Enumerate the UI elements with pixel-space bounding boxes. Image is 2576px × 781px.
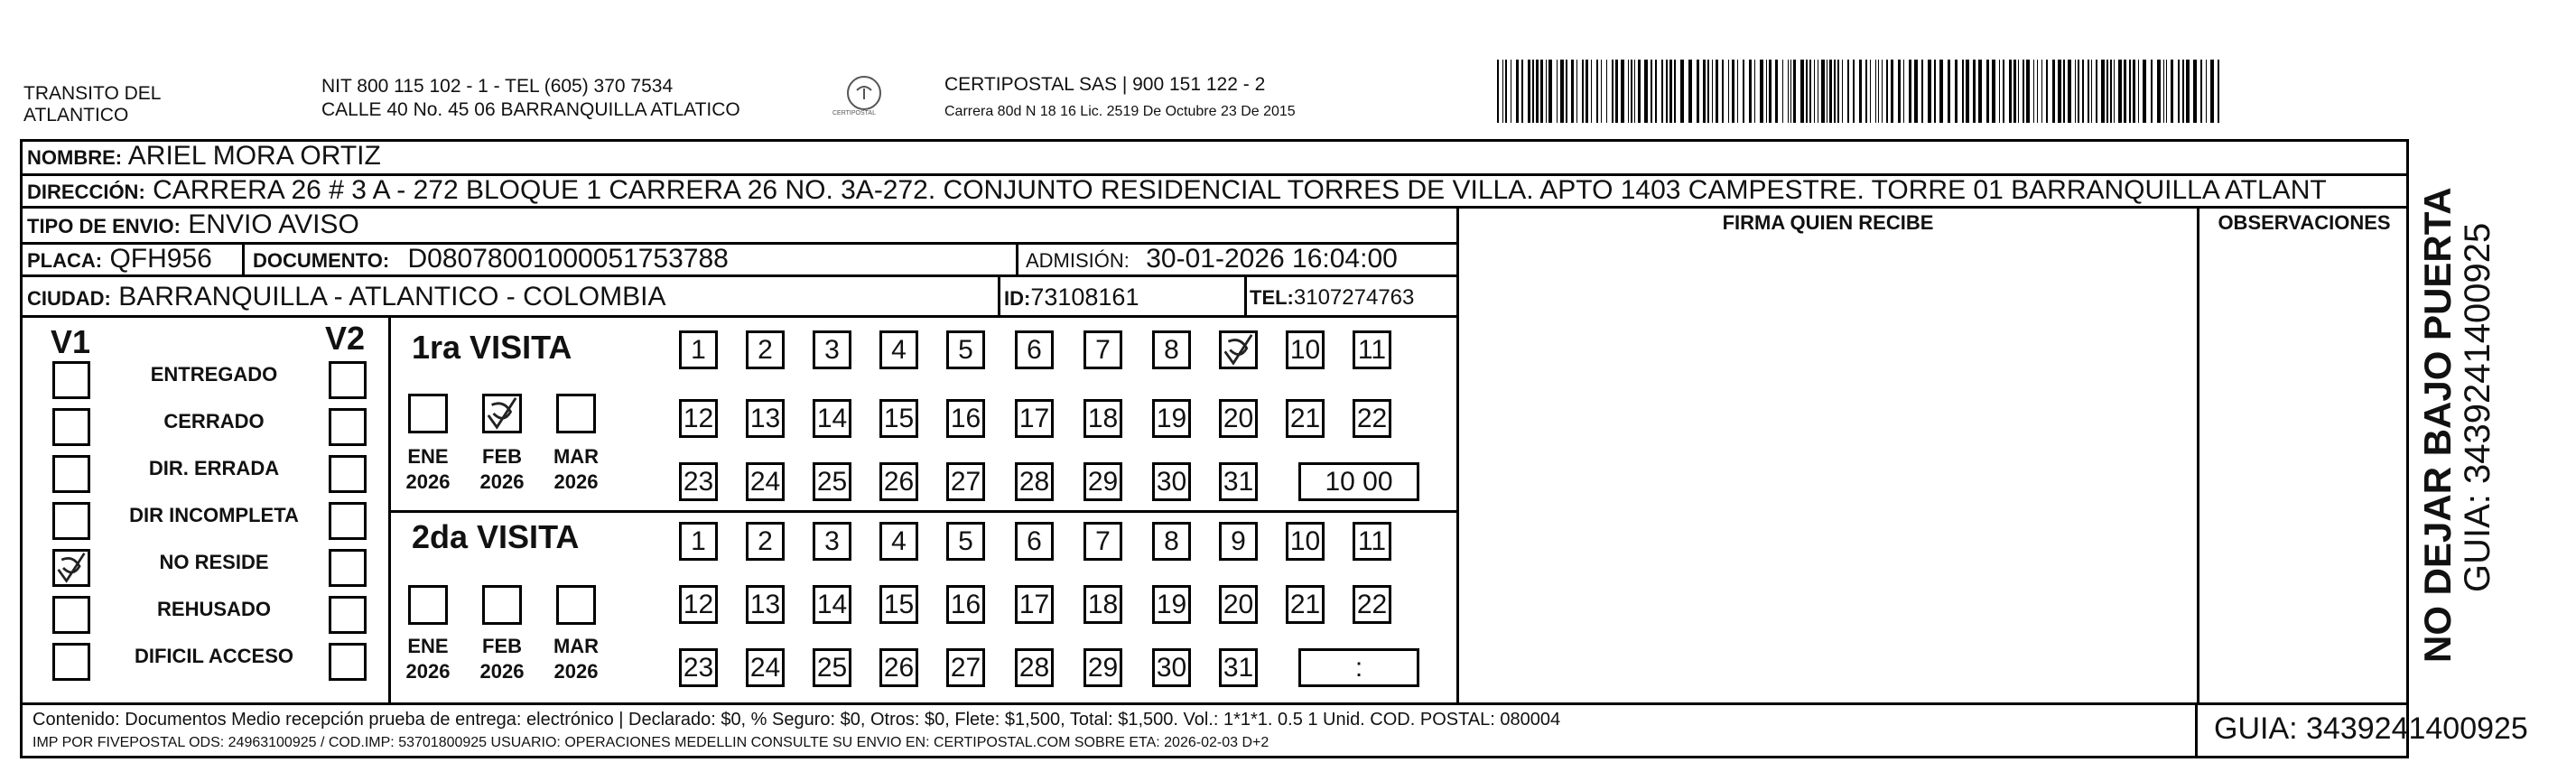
barcode-bar bbox=[1769, 60, 1772, 123]
first-day-29[interactable]: 29 bbox=[1083, 462, 1122, 501]
first-day-18[interactable]: 18 bbox=[1083, 399, 1122, 438]
barcode-bar bbox=[1532, 60, 1534, 123]
direccion-value: CARRERA 26 # 3 A - 272 BLOQUE 1 CARRERA 26 NO. 3A-272. CONJUNTO RESIDENCIAL TORRES DE VILLA. APTO 1403 CAMPESTRE. TORRE 01 BARRANQUILLA ATLANT bbox=[153, 175, 2327, 205]
second-day-3[interactable]: 3 bbox=[813, 522, 851, 561]
v1-checkbox-no-reside[interactable] bbox=[52, 549, 90, 587]
barcode-bar bbox=[2178, 60, 2180, 123]
first-day-11[interactable]: 11 bbox=[1353, 330, 1391, 369]
barcode-bar bbox=[2129, 60, 2131, 123]
barcode-bar bbox=[1853, 60, 1855, 123]
barcode-bar bbox=[2023, 60, 2024, 123]
barcode-bar bbox=[1886, 60, 1888, 123]
second-month-ene-year: 2026 bbox=[405, 660, 451, 683]
v1-checkbox-dificil-acceso[interactable] bbox=[52, 643, 90, 681]
barcode-bar bbox=[1999, 60, 2000, 123]
documento-value: D08078001000051753788 bbox=[407, 244, 729, 274]
status-label-dir-errada: DIR. ERRADA bbox=[148, 457, 280, 479]
ciudad-value: BARRANQUILLA - ATLANTICO - COLOMBIA bbox=[118, 282, 666, 311]
second-day-2[interactable]: 2 bbox=[746, 522, 785, 561]
barcode-bar bbox=[1903, 60, 1904, 123]
second-day-9[interactable]: 9 bbox=[1219, 522, 1258, 561]
first-day-14[interactable]: 14 bbox=[813, 399, 851, 438]
documento-row bbox=[253, 244, 729, 276]
barcode-bar bbox=[1612, 60, 1613, 123]
barcode-bar bbox=[1528, 60, 1530, 123]
barcode-bar bbox=[1955, 60, 1958, 123]
barcode-bar bbox=[1548, 60, 1552, 123]
first-day-4[interactable]: 4 bbox=[879, 330, 918, 369]
v1-checkbox-rehusado[interactable] bbox=[52, 596, 90, 634]
barcode-bar bbox=[1760, 60, 1763, 123]
v1-label: V1 bbox=[51, 323, 91, 360]
barcode-bar bbox=[1928, 60, 1931, 123]
first-day-24[interactable]: 24 bbox=[746, 462, 785, 501]
documento-label: DOCUMENTO: bbox=[253, 249, 390, 272]
barcode-bar bbox=[1655, 60, 1657, 123]
v2-checkbox-dificil-acceso[interactable] bbox=[329, 643, 367, 681]
barcode-bar bbox=[1732, 60, 1734, 123]
second-day-24[interactable]: 24 bbox=[746, 648, 785, 687]
barcode-bar bbox=[1749, 60, 1752, 123]
first-month-ene-label: ENE bbox=[407, 445, 449, 468]
barcode-bar bbox=[2063, 60, 2065, 123]
first-day-30[interactable]: 30 bbox=[1152, 462, 1191, 501]
barcode-bar bbox=[2026, 60, 2030, 123]
barcode-bar bbox=[1722, 60, 1724, 123]
barcode-bar bbox=[1566, 60, 1567, 123]
tipo-row bbox=[27, 209, 359, 242]
v1-checkbox-dir-errada[interactable] bbox=[52, 455, 90, 493]
first-day-28[interactable]: 28 bbox=[1015, 462, 1054, 501]
barcode-bar bbox=[1934, 60, 1936, 123]
barcode-bar bbox=[1882, 60, 1883, 123]
admision-row bbox=[1026, 244, 1398, 276]
barcode-bar bbox=[2171, 60, 2173, 123]
barcode-bar bbox=[1986, 60, 1989, 123]
barcode-bar bbox=[1973, 60, 1976, 123]
barcode-bar bbox=[1821, 60, 1825, 123]
first-day-23[interactable]: 23 bbox=[679, 462, 718, 501]
ciudad-label: CIUDAD: bbox=[27, 287, 111, 310]
barcode-bar bbox=[1502, 60, 1503, 123]
first-day-3[interactable]: 3 bbox=[813, 330, 851, 369]
second-day-12[interactable]: 12 bbox=[679, 585, 718, 624]
barcode-bar bbox=[1800, 60, 1804, 123]
barcode-bar bbox=[1557, 60, 1558, 123]
barcode-bar bbox=[1891, 60, 1893, 123]
barcode-bar bbox=[1697, 60, 1699, 123]
barcode-bar bbox=[1596, 60, 1598, 123]
second-month-feb-label: FEB bbox=[482, 635, 522, 657]
firma-header: FIRMA QUIEN RECIBE bbox=[1722, 211, 1934, 234]
status-label-cerrado: CERRADO bbox=[163, 410, 265, 432]
admision-label: ADMISIÓN: bbox=[1026, 249, 1130, 272]
nombre-value: ARIEL MORA ORTIZ bbox=[127, 141, 381, 171]
first-day-26[interactable]: 26 bbox=[879, 462, 918, 501]
barcode-bar bbox=[1621, 60, 1624, 123]
barcode-bar bbox=[1766, 60, 1767, 123]
second-day-1[interactable]: 1 bbox=[679, 522, 718, 561]
status-label-dir-incompleta: DIR INCOMPLETA bbox=[129, 504, 299, 526]
v1-checkbox-entregado[interactable] bbox=[52, 361, 90, 399]
admision-value: 30-01-2026 16:04:00 bbox=[1146, 244, 1398, 274]
second-day-27[interactable]: 27 bbox=[946, 648, 985, 687]
first-day-10[interactable]: 10 bbox=[1286, 330, 1325, 369]
first-day-12[interactable]: 12 bbox=[679, 399, 718, 438]
second-visit-title: 2da VISITA bbox=[412, 518, 580, 555]
barcode-bar bbox=[2009, 60, 2012, 123]
second-day-31[interactable]: 31 bbox=[1219, 648, 1258, 687]
first-day-21[interactable]: 21 bbox=[1286, 399, 1325, 438]
barcode-bar bbox=[1837, 60, 1839, 123]
barcode-bar bbox=[2046, 60, 2048, 123]
barcode-bar bbox=[1661, 60, 1663, 123]
first-day-5[interactable]: 5 bbox=[946, 330, 985, 369]
second-day-26[interactable]: 26 bbox=[879, 648, 918, 687]
barcode-bar bbox=[2151, 60, 2153, 123]
second-day-7[interactable]: 7 bbox=[1083, 522, 1122, 561]
barcode-bar bbox=[2096, 60, 2097, 123]
barcode-bar bbox=[1992, 60, 1995, 123]
barcode-bar bbox=[2206, 60, 2207, 123]
barcode-bar bbox=[1939, 60, 1943, 123]
barcode-bar bbox=[1809, 60, 1811, 123]
barcode-bar bbox=[1516, 60, 1519, 123]
barcode-bar bbox=[2110, 60, 2112, 123]
second-day-15[interactable]: 15 bbox=[879, 585, 918, 624]
second-day-14[interactable]: 14 bbox=[813, 585, 851, 624]
footer-guia: GUIA: 3439241400925 bbox=[2214, 711, 2528, 746]
second-day-25[interactable]: 25 bbox=[813, 648, 851, 687]
first-day-13[interactable]: 13 bbox=[746, 399, 785, 438]
check-mark-icon bbox=[485, 396, 519, 431]
first-day-15[interactable]: 15 bbox=[879, 399, 918, 438]
barcode-bar bbox=[1638, 60, 1641, 123]
placa-value: QFH956 bbox=[109, 244, 212, 274]
barcode-bar bbox=[1634, 60, 1635, 123]
side-guia: GUIA: 3439241400925 bbox=[2458, 222, 2497, 592]
first-day-20[interactable]: 20 bbox=[1219, 399, 1258, 438]
side-warning: NO DEJAR BAJO PUERTA bbox=[2416, 187, 2459, 663]
barcode-bar bbox=[1571, 60, 1574, 123]
barcode-bar bbox=[2186, 60, 2190, 123]
second-day-4[interactable]: 4 bbox=[879, 522, 918, 561]
barcode-bar bbox=[2143, 60, 2146, 123]
barcode-bar bbox=[1707, 60, 1709, 123]
first-day-31[interactable]: 31 bbox=[1219, 462, 1258, 501]
barcode-bar bbox=[1814, 60, 1815, 123]
second-day-17[interactable]: 17 bbox=[1015, 585, 1054, 624]
barcode-bar bbox=[1865, 60, 1867, 123]
barcode-bar bbox=[2157, 60, 2161, 123]
barcode-bar bbox=[2078, 60, 2079, 123]
barcode bbox=[1497, 60, 2225, 123]
barcode-bar bbox=[1909, 60, 1911, 123]
barcode-bar bbox=[1716, 60, 1718, 123]
barcode-bar bbox=[2003, 60, 2004, 123]
barcode-bar bbox=[1628, 60, 1629, 123]
second-day-18[interactable]: 18 bbox=[1083, 585, 1122, 624]
barcode-bar bbox=[1591, 60, 1592, 123]
barcode-bar bbox=[1847, 60, 1849, 123]
barcode-bar bbox=[2166, 60, 2167, 123]
second-day-21[interactable]: 21 bbox=[1286, 585, 1325, 624]
barcode-bar bbox=[1680, 60, 1684, 123]
first-month-feb-label: FEB bbox=[482, 445, 522, 468]
status-label-entregado: ENTREGADO bbox=[150, 363, 278, 386]
barcode-bar bbox=[2114, 60, 2115, 123]
barcode-bar bbox=[1859, 60, 1862, 123]
barcode-bar bbox=[1962, 60, 1964, 123]
id-value: 73108161 bbox=[1030, 284, 1139, 311]
barcode-bar bbox=[1644, 60, 1648, 123]
second-day-19[interactable]: 19 bbox=[1152, 585, 1191, 624]
first-day-9[interactable] bbox=[1219, 330, 1258, 369]
second-month-mar-checkbox[interactable] bbox=[556, 585, 596, 625]
status-label-dificil-acceso: DIFICIL ACCESO bbox=[134, 645, 293, 667]
placa-label: PLACA: bbox=[27, 249, 103, 272]
ciudad-row bbox=[27, 282, 665, 314]
second-month-feb-year: 2026 bbox=[479, 660, 525, 683]
barcode-bar bbox=[1921, 60, 1923, 123]
status-label-rehusado: REHUSADO bbox=[157, 598, 271, 620]
second-day-29[interactable]: 29 bbox=[1083, 648, 1122, 687]
second-day-22[interactable]: 22 bbox=[1353, 585, 1391, 624]
second-month-ene-label: ENE bbox=[407, 635, 449, 657]
second-day-6[interactable]: 6 bbox=[1015, 522, 1054, 561]
v2-checkbox-no-reside[interactable] bbox=[329, 549, 367, 587]
first-day-27[interactable]: 27 bbox=[946, 462, 985, 501]
barcode-bar bbox=[2210, 60, 2214, 123]
second-month-feb-checkbox[interactable] bbox=[482, 585, 522, 625]
courier-logo-caption: CERTIPOSTAL bbox=[832, 110, 876, 116]
barcode-bar bbox=[1829, 60, 1832, 123]
barcode-bar bbox=[2037, 60, 2038, 123]
first-day-17[interactable]: 17 bbox=[1015, 399, 1054, 438]
direccion-row bbox=[27, 175, 2519, 208]
barcode-bar bbox=[2193, 60, 2197, 123]
first-day-2[interactable]: 2 bbox=[746, 330, 785, 369]
first-day-25[interactable]: 25 bbox=[813, 462, 851, 501]
barcode-bar bbox=[1966, 60, 1969, 123]
sender-name-line2: ATLANTICO bbox=[23, 105, 129, 126]
first-month-mar-label: MAR bbox=[553, 445, 600, 468]
first-day-1[interactable]: 1 bbox=[679, 330, 718, 369]
v2-checkbox-rehusado[interactable] bbox=[329, 596, 367, 634]
v1-checkbox-cerrado[interactable] bbox=[52, 408, 90, 446]
barcode-bar bbox=[1834, 60, 1836, 123]
v2-checkbox-dir-errada[interactable] bbox=[329, 455, 367, 493]
barcode-bar bbox=[2133, 60, 2135, 123]
first-month-feb-checkbox[interactable] bbox=[482, 394, 522, 433]
barcode-bar bbox=[1878, 60, 1879, 123]
barcode-bar bbox=[1540, 60, 1543, 123]
barcode-bar bbox=[2058, 60, 2061, 123]
sender-name-line1: TRANSITO DEL bbox=[23, 83, 162, 104]
first-month-ene-checkbox[interactable] bbox=[408, 394, 448, 433]
barcode-bar bbox=[1788, 60, 1789, 123]
first-day-7[interactable]: 7 bbox=[1083, 330, 1122, 369]
first-day-22[interactable]: 22 bbox=[1353, 399, 1391, 438]
barcode-bar bbox=[1898, 60, 1901, 123]
second-time-field[interactable]: : bbox=[1298, 648, 1419, 687]
barcode-bar bbox=[1842, 60, 1843, 123]
barcode-bar bbox=[2163, 60, 2164, 123]
barcode-bar bbox=[2033, 60, 2034, 123]
barcode-bar bbox=[1536, 60, 1539, 123]
courier-license: Carrera 80d N 18 16 Lic. 2519 De Octubre 23 De 2015 bbox=[944, 104, 1296, 119]
tel-value: 3107274763 bbox=[1293, 285, 1415, 310]
first-month-feb-year: 2026 bbox=[479, 470, 525, 493]
second-day-5[interactable]: 5 bbox=[946, 522, 985, 561]
barcode-bar bbox=[1793, 60, 1796, 123]
barcode-bar bbox=[1806, 60, 1808, 123]
barcode-bar bbox=[1743, 60, 1744, 123]
barcode-bar bbox=[2091, 60, 2092, 123]
direccion-label: DIRECCIÓN: bbox=[27, 181, 145, 203]
sender-address: CALLE 40 No. 45 06 BARRANQUILLA ATLATICO bbox=[321, 99, 740, 120]
second-day-28[interactable]: 28 bbox=[1015, 648, 1054, 687]
nombre-label: NOMBRE: bbox=[27, 146, 123, 169]
tipo-label: TIPO DE ENVIO: bbox=[27, 215, 181, 237]
first-visit-title: 1ra VISITA bbox=[412, 329, 572, 366]
footer-contenido: Contenido: Documentos Medio recepción prueba de entrega: electrónico | Declarado: $0, % Seguro: $0, Otros: $0, Flete: $1,500, Total: $1,500. Vol.: 1*1*1. 0.5 1 Unid. COD. POSTAL: 080004 bbox=[33, 710, 1561, 730]
check-mark-icon bbox=[55, 552, 88, 584]
barcode-bar bbox=[1688, 60, 1692, 123]
barcode-bar bbox=[1754, 60, 1755, 123]
tel-row bbox=[1250, 285, 1414, 311]
nombre-row bbox=[27, 141, 381, 173]
barcode-bar bbox=[2075, 60, 2076, 123]
v2-label: V2 bbox=[325, 320, 366, 357]
barcode-bar bbox=[2018, 60, 2019, 123]
barcode-bar bbox=[1651, 60, 1652, 123]
barcode-bar bbox=[1790, 60, 1791, 123]
footer-imp: IMP POR FIVEPOSTAL ODS: 24963100925 / COD.IMP: 53701800925 USUARIO: OPERACIONES MEDELLIN CONSULTE SU ENVIO EN: CERTIPOSTAL.COM SOBRE ETA: 2026-02-03 D+2 bbox=[33, 735, 1269, 750]
barcode-bar bbox=[1505, 60, 1507, 123]
barcode-bar bbox=[1615, 60, 1618, 123]
barcode-bar bbox=[2138, 60, 2139, 123]
second-day-23[interactable]: 23 bbox=[679, 648, 718, 687]
barcode-bar bbox=[2106, 60, 2108, 123]
id-row bbox=[1004, 284, 1139, 311]
barcode-bar bbox=[1775, 60, 1778, 123]
barcode-bar bbox=[2088, 60, 2089, 123]
courier-name: CERTIPOSTAL SAS | 900 151 122 - 2 bbox=[944, 74, 1266, 95]
status-label-no-reside: NO RESIDE bbox=[159, 551, 269, 573]
barcode-bar bbox=[1978, 60, 1982, 123]
barcode-bar bbox=[2068, 60, 2071, 123]
barcode-bar bbox=[1669, 60, 1672, 123]
barcode-bar bbox=[1737, 60, 1738, 123]
barcode-bar bbox=[1601, 60, 1602, 123]
second-day-30[interactable]: 30 bbox=[1152, 648, 1191, 687]
barcode-bar bbox=[2041, 60, 2042, 123]
placa-row bbox=[27, 244, 212, 276]
second-day-8[interactable]: 8 bbox=[1152, 522, 1191, 561]
first-month-ene-year: 2026 bbox=[405, 470, 451, 493]
first-day-8[interactable]: 8 bbox=[1152, 330, 1191, 369]
barcode-bar bbox=[2013, 60, 2016, 123]
barcode-bar bbox=[2218, 60, 2219, 123]
second-month-ene-checkbox[interactable] bbox=[408, 585, 448, 625]
second-month-mar-label: MAR bbox=[553, 635, 600, 657]
barcode-bar bbox=[1521, 60, 1523, 123]
barcode-bar bbox=[1586, 60, 1588, 123]
sender-nit: NIT 800 115 102 - 1 - TEL (605) 370 7534 bbox=[321, 76, 674, 97]
barcode-bar bbox=[1948, 60, 1950, 123]
v2-checkbox-cerrado[interactable] bbox=[329, 408, 367, 446]
courier-logo-icon bbox=[847, 76, 881, 110]
id-label: ID: bbox=[1004, 287, 1031, 310]
second-day-11[interactable]: 11 bbox=[1353, 522, 1391, 561]
barcode-bar bbox=[1674, 60, 1676, 123]
barcode-bar bbox=[1712, 60, 1713, 123]
check-mark-icon bbox=[1222, 333, 1255, 367]
barcode-bar bbox=[2124, 60, 2126, 123]
barcode-bar bbox=[1631, 60, 1632, 123]
first-month-mar-year: 2026 bbox=[553, 470, 599, 493]
barcode-bar bbox=[2200, 60, 2202, 123]
second-day-13[interactable]: 13 bbox=[746, 585, 785, 624]
barcode-bar bbox=[1703, 60, 1706, 123]
barcode-bar bbox=[1582, 60, 1584, 123]
barcode-bar bbox=[1576, 60, 1577, 123]
barcode-bar bbox=[1875, 60, 1876, 123]
first-day-19[interactable]: 19 bbox=[1152, 399, 1191, 438]
barcode-bar bbox=[2182, 60, 2184, 123]
first-month-mar-checkbox[interactable] bbox=[556, 394, 596, 433]
barcode-bar bbox=[2101, 60, 2105, 123]
tipo-value: ENVIO AVISO bbox=[188, 209, 359, 239]
barcode-bar bbox=[1914, 60, 1918, 123]
first-day-16[interactable]: 16 bbox=[946, 399, 985, 438]
barcode-bar bbox=[1606, 60, 1607, 123]
barcode-bar bbox=[2118, 60, 2122, 123]
barcode-bar bbox=[1870, 60, 1871, 123]
second-day-10[interactable]: 10 bbox=[1286, 522, 1325, 561]
barcode-bar bbox=[1546, 60, 1547, 123]
observaciones-header: OBSERVACIONES bbox=[2218, 211, 2391, 234]
first-time-field[interactable]: 10 00 bbox=[1298, 462, 1419, 501]
v1-checkbox-dir-incompleta[interactable] bbox=[52, 502, 90, 540]
barcode-bar bbox=[2082, 60, 2084, 123]
v2-checkbox-dir-incompleta[interactable] bbox=[329, 502, 367, 540]
barcode-bar bbox=[1497, 60, 1499, 123]
barcode-bar bbox=[1782, 60, 1783, 123]
second-day-16[interactable]: 16 bbox=[946, 585, 985, 624]
second-month-mar-year: 2026 bbox=[553, 660, 599, 683]
barcode-bar bbox=[1728, 60, 1729, 123]
barcode-bar bbox=[1560, 60, 1564, 123]
barcode-bar bbox=[2052, 60, 2055, 123]
tel-label: TEL: bbox=[1250, 286, 1294, 309]
barcode-bar bbox=[1666, 60, 1668, 123]
v2-checkbox-entregado[interactable] bbox=[329, 361, 367, 399]
first-day-6[interactable]: 6 bbox=[1015, 330, 1054, 369]
second-day-20[interactable]: 20 bbox=[1219, 585, 1258, 624]
